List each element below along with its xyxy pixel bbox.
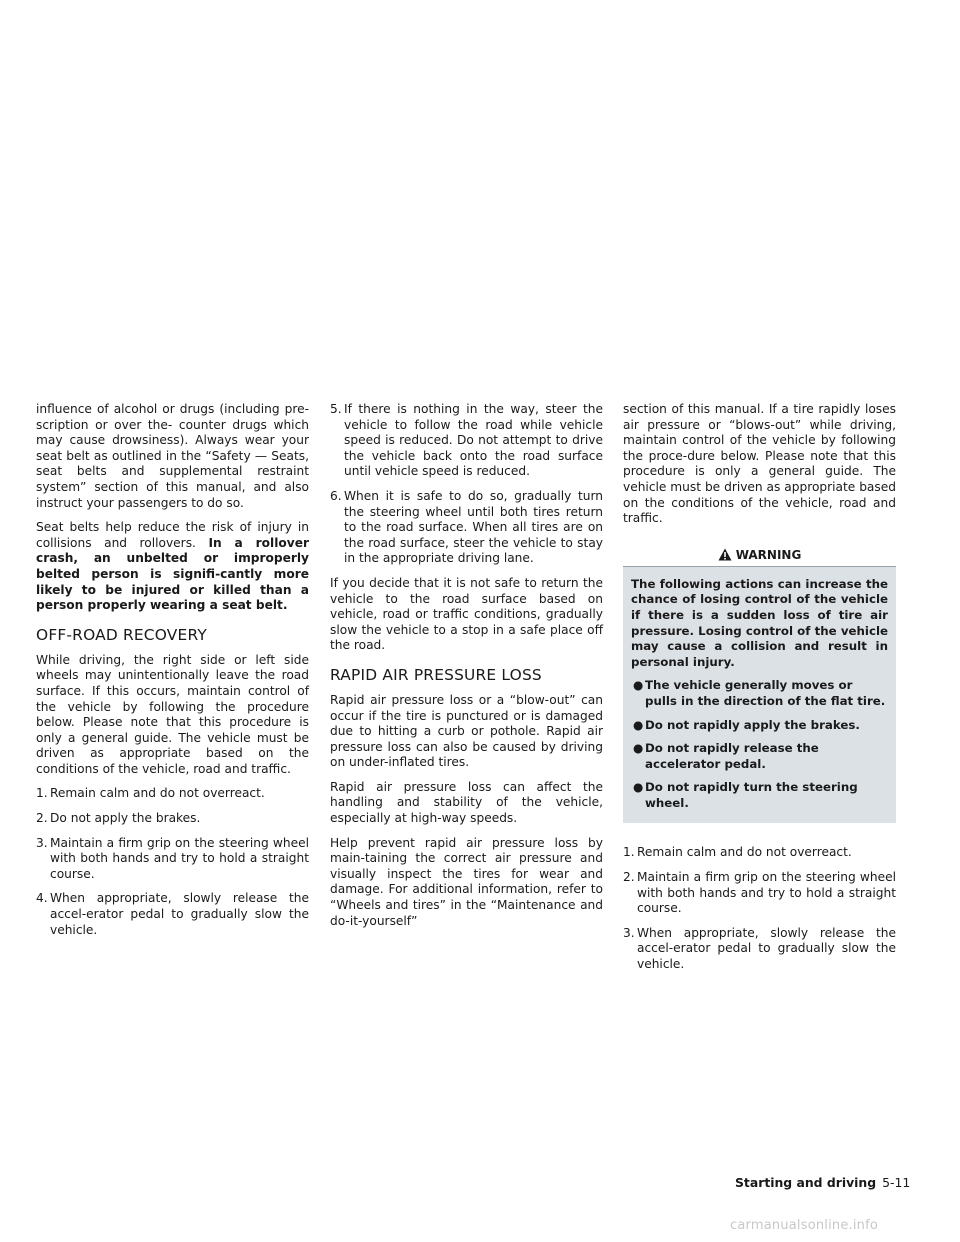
list-item: 2. Do not apply the brakes. (36, 811, 201, 826)
list-item: 3. Maintain a firm grip on the steering wheel with both hands and try to hold a straight course. (36, 835, 309, 881)
paragraph-unsafe-return: If you decide that it is not safe to return the vehicle to the road surface based on vehicle, road or traffic conditions, gradually slow the vehicle to a stop in a safe place off the road. (330, 575, 603, 653)
bullet-icon: ● (633, 780, 644, 795)
warning-title: WARNING (735, 547, 802, 562)
page-footer (735, 1175, 910, 1190)
column-middle (330, 402, 603, 938)
list-item: 4. When appropriate, slowly release the accel-erator pedal to gradually slow the vehicle. (36, 891, 309, 937)
footer-section-title: Starting and driving (735, 1175, 877, 1190)
list-item: 1. Remain calm and do not overreact. (623, 845, 852, 860)
warning-triangle-icon (718, 548, 732, 561)
list-item: ● Do not rapidly turn the steering wheel. (633, 780, 858, 810)
column-left (36, 402, 309, 947)
paragraph-blowout-procedure: section of this manual. If a tire rapidly loses air pressure or “blows-out” while driving, maintain control of the vehicle by following the proce-dure below. Please note that this procedure is only a general guide. The vehicle must be driven as appropriate based on the conditions of the vehicle, road and traffic. (623, 402, 896, 526)
bullet-icon: ● (633, 741, 644, 756)
watermark: carmanualsonline.info (730, 1218, 879, 1233)
list-item: 1. Remain calm and do not overreact. (36, 786, 265, 801)
column-right (623, 402, 896, 982)
warning-text: The following actions can increase the chance of losing control of the vehicle if there is a sudden loss of tire air pressure. Losing control of the vehicle may cause a collision and result in personal injury. (631, 576, 888, 669)
heading-off-road-recovery: OFF-ROAD RECOVERY (36, 625, 207, 644)
bullet-icon: ● (633, 717, 644, 732)
list-item: 2. Maintain a firm grip on the steering wheel with both hands and try to hold a straight course. (623, 870, 896, 916)
paragraph-blowout-cause: Rapid air pressure loss or a “blow-out” can occur if the tire is punctured or is damaged due to hitting a curb or pothole. Rapid air pressure loss can also be caused by driving on under-inflated tires. (330, 692, 603, 770)
paragraph-blowout-effect: Rapid air pressure loss can affect the handling and stability of the vehicle, especially at high-way speeds. (330, 779, 603, 826)
list-item: 3. When appropriate, slowly release the accel-erator pedal to gradually slow the vehicle. (623, 925, 896, 972)
list-item: ● Do not rapidly release the accelerator pedal. (633, 741, 819, 771)
paragraph-seatbelt-intro: influence of alcohol or drugs (including pre-scription or over the- counter drugs which may cause drowsiness). Always wear your seat belt as outlined in the “Safety — Seats, seat belts and supplemental restraint system” section of this manual, and also instruct your passengers to do so. (36, 402, 309, 510)
paragraph-off-road-intro: While driving, the right side or left side wheels may unintentionally leave the road surface. If this occurs, maintain control of the vehicle by following the procedure below. Please note that this procedure is only a general guide. The vehicle must be driven as appropriate based on the conditions of the vehicle, road and traffic. (36, 652, 309, 776)
paragraph-blowout-prevent: Help prevent rapid air pressure loss by main-taining the correct air pressure and visually inspect the tires for wear and damage. For additional information, refer to “Wheels and tires” in the “Maintenance and do-it-yourself” (330, 835, 603, 928)
seatbelt-warning-bold: In a rollover crash, an unbelted or improperly belted person is signifi-cantly more likely to be injured or killed than a person properly wearing a seat belt. (36, 535, 309, 613)
bullet-icon: ● (633, 678, 644, 693)
paragraph-seatbelt-risk: Seat belts help reduce the risk of injury in collisions and rollovers. In a rollover crash, an unbelted or improperly belted person is signifi-cantly more likely to be injured or killed than a person properly wearing a seat belt. (36, 520, 309, 613)
page-number: 5-11 (882, 1175, 911, 1190)
warning-header (623, 544, 896, 567)
list-item: ● Do not rapidly apply the brakes. (633, 717, 860, 732)
heading-rapid-air-pressure-loss: RAPID AIR PRESSURE LOSS (330, 665, 542, 684)
list-item: 5. If there is nothing in the way, steer the vehicle to follow the road while vehicle speed is reduced. Do not attempt to drive the vehicle back onto the road surface until vehicle speed is reduced. (330, 402, 603, 479)
list-item: 6. When it is safe to do so, gradually turn the steering wheel until both tires return to the road surface. When all tires are on the road surface, steer the vehicle to stay in the appropriate driving lane. (330, 488, 603, 566)
warning-box (623, 567, 896, 824)
list-item: ● The vehicle generally moves or pulls in the direction of the flat tire. (633, 678, 886, 708)
